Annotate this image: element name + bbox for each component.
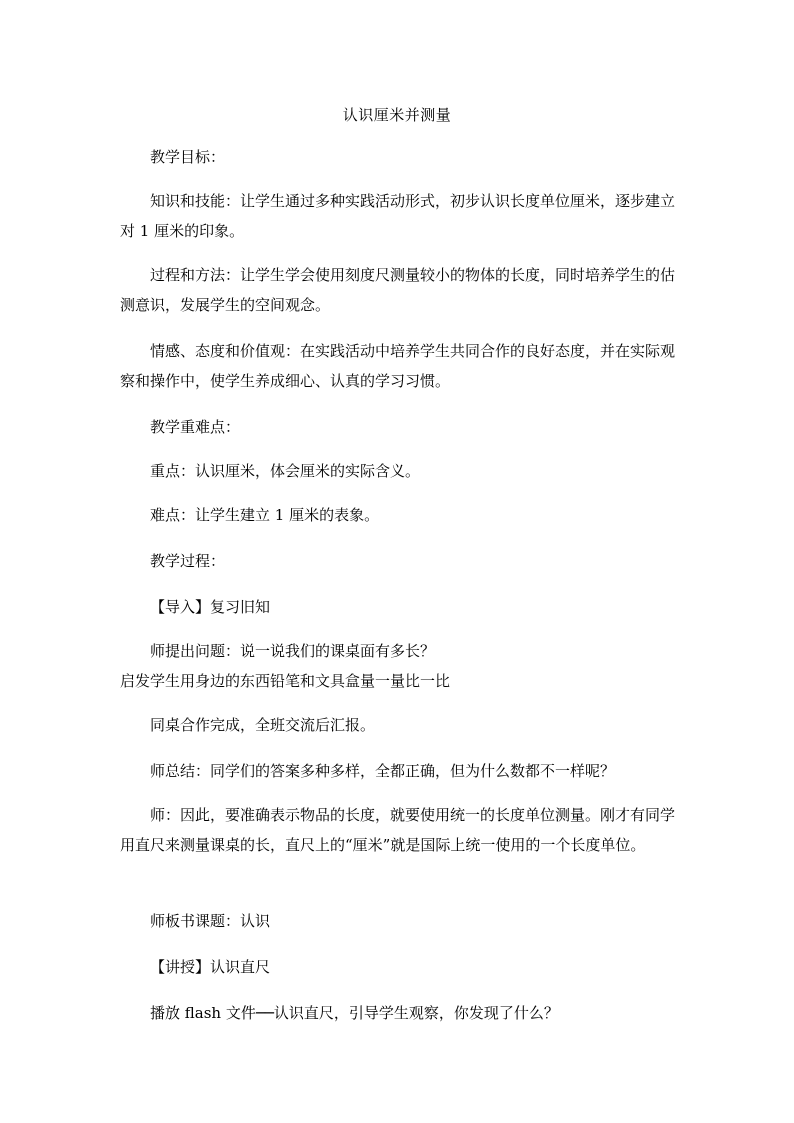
paragraph-knowledge-skills: 知识和技能：让学生通过多种实践活动形式，初步认识长度单位厘米，逐步建立对 1 厘米的印象。 xyxy=(120,192,676,240)
paragraph-teacher-question: 师提出问题：说一说我们的课桌面有多长？ xyxy=(150,642,436,660)
paragraph-key-point: 重点：认识厘米，体会厘米的实际含义。 xyxy=(150,462,421,480)
paragraph-key-points-heading: 教学重难点： xyxy=(150,418,241,436)
paragraph-board-title: 师板书课题：认识 xyxy=(150,912,271,930)
paragraph-guide-students: 启发学生用身边的东西铅笔和文具盒量一量比一比 xyxy=(120,672,451,690)
paragraph-process-methods: 过程和方法：让学生学会使用刻度尺测量较小的物体的长度，同时培养学生的估测意识，发展学生的空间观念。 xyxy=(120,266,676,314)
paragraph-teacher-explanation: 师：因此，要准确表示物品的长度，就要使用统一的长度单位测量。刚才有同学用直尺来测量课桌的长，直尺上的“厘米”就是国际上统一使用的一个长度单位。 xyxy=(120,806,676,854)
paragraph-pair-work: 同桌合作完成，全班交流后汇报。 xyxy=(150,716,376,734)
paragraph-emotion-attitude: 情感、态度和价值观：在实践活动中培养学生共同合作的良好态度，并在实际观察和操作中，使学生养成细心、认真的学习习惯。 xyxy=(120,342,676,390)
paragraph-intro-section: 【导入】复习旧知 xyxy=(150,598,271,616)
paragraph-process-heading: 教学过程： xyxy=(150,552,226,570)
paragraph-teacher-summary: 师总结：同学们的答案多种多样，全都正确，但为什么数都不一样呢？ xyxy=(150,762,616,780)
paragraph-difficult-point: 难点：让学生建立 1 厘米的表象。 xyxy=(150,506,380,524)
paragraph-teaching-section: 【讲授】认识直尺 xyxy=(150,958,271,976)
document-title: 认识厘米并测量 xyxy=(342,106,452,124)
paragraph-objectives-heading: 教学目标： xyxy=(150,148,226,166)
paragraph-flash-ruler: 播放 flash 文件──认识直尺，引导学生观察，你发现了什么？ xyxy=(150,1004,559,1022)
